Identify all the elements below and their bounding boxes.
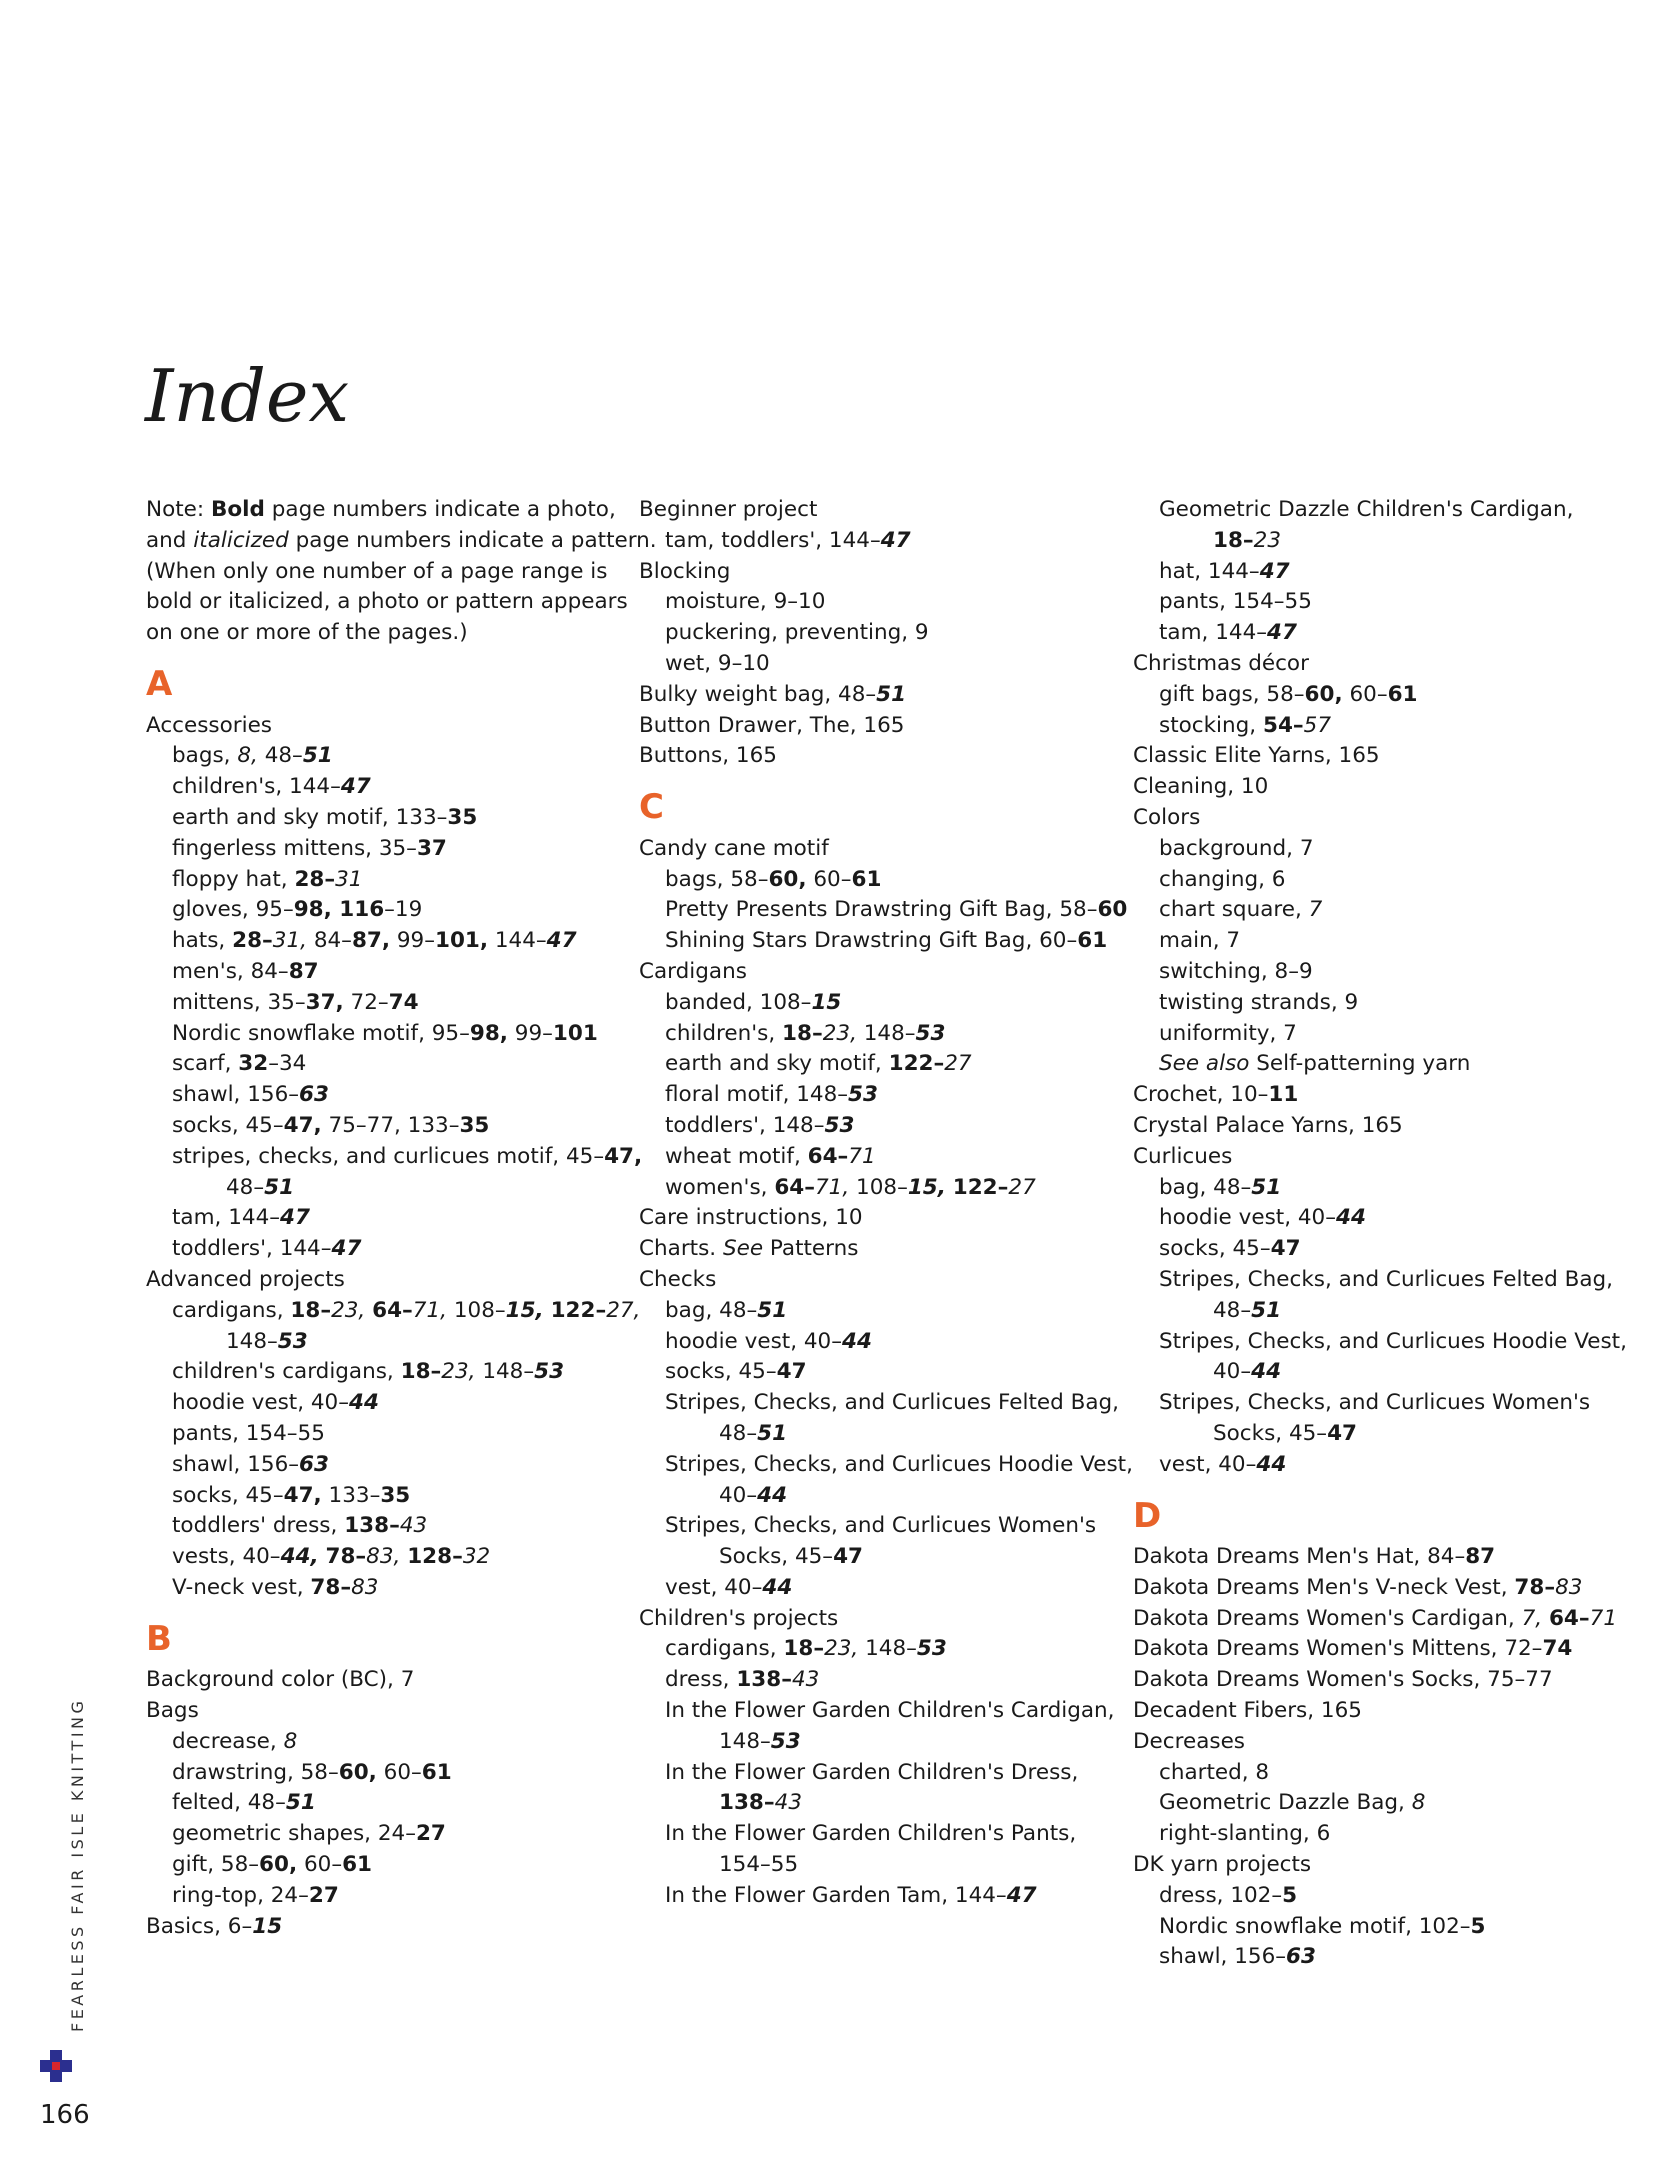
index-entry: Candy cane motif — [639, 835, 829, 861]
note-line: on one or more of the pages.) — [146, 620, 468, 646]
index-subentry: hoodie vest, 40–44 — [172, 1390, 379, 1416]
index-subentry: vests, 40–44, 78–83, 128–32 — [172, 1544, 491, 1570]
index-entry: Christmas décor — [1133, 650, 1309, 676]
index-subentry: toddlers' dress, 138–43 — [172, 1513, 428, 1539]
index-entry: Decadent Fibers, 165 — [1133, 1698, 1362, 1724]
index-subentry: gift bags, 58–60, 60–61 — [1159, 681, 1418, 707]
index-subentry: moisture, 9–10 — [665, 589, 826, 615]
index-subentry: earth and sky motif, 133–35 — [172, 804, 478, 830]
index-subentry: hats, 28–31, 84–87, 99–101, 144–47 — [172, 928, 577, 954]
index-subentry: Pretty Presents Drawstring Gift Bag, 58–60 — [665, 897, 1128, 923]
index-subentry: cardigans, 18–23, 64–71, 108–15, 122–27, — [172, 1297, 641, 1323]
index-entry: Bulky weight bag, 48–51 — [639, 681, 907, 707]
index-subentry: Stripes, Checks, and Curlicues Felted Bag, — [1159, 1266, 1613, 1292]
index-subentry: Geometric Dazzle Bag, 8 — [1159, 1790, 1426, 1816]
index-column-1 — [146, 495, 657, 1942]
index-column-2 — [639, 495, 1133, 1912]
cross-ornament-icon — [38, 2048, 74, 2084]
index-subentry: socks, 45–47, 133–35 — [172, 1482, 411, 1508]
index-subentry: hoodie vest, 40–44 — [665, 1328, 872, 1354]
index-subentry: bags, 8, 48–51 — [172, 743, 333, 769]
index-subentry: V-neck vest, 78–83 — [172, 1574, 379, 1600]
index-subentry: dress, 138–43 — [665, 1667, 820, 1693]
index-entry: Checks — [639, 1266, 717, 1292]
index-subentry: 148–53 — [226, 1328, 308, 1354]
page-title: Index — [145, 354, 350, 438]
index-subentry: shawl, 156–63 — [1159, 1944, 1316, 1970]
index-subentry: 48–51 — [719, 1420, 788, 1446]
index-entry: Accessories — [146, 712, 272, 738]
index-subentry: Nordic snowflake motif, 95–98, 99–101 — [172, 1020, 598, 1046]
index-entries — [146, 649, 643, 1942]
index-subentry: In the Flower Garden Children's Pants, — [665, 1821, 1077, 1847]
index-subentry: scarf, 32–34 — [172, 1051, 307, 1077]
index-subentry: 148–53 — [719, 1728, 801, 1754]
index-entry: Children's projects — [639, 1605, 839, 1631]
index-entry: Bags — [146, 1698, 199, 1724]
index-subentry: twisting strands, 9 — [1159, 989, 1359, 1015]
index-subentry: tam, 144–47 — [1159, 620, 1297, 646]
index-subentry: 18–23 — [1213, 527, 1282, 553]
index-subentry: geometric shapes, 24–27 — [172, 1821, 446, 1847]
index-subentry: tam, toddlers', 144–47 — [665, 527, 911, 553]
index-subentry: floral motif, 148–53 — [665, 1082, 878, 1108]
index-subentry: mittens, 35–37, 72–74 — [172, 989, 419, 1015]
index-subentry: Stripes, Checks, and Curlicues Hoodie Vest, — [665, 1451, 1133, 1477]
index-subentry: charted, 8 — [1159, 1759, 1270, 1785]
note-line: Note: Bold page numbers indicate a photo, — [146, 497, 616, 522]
index-subentry: women's, 64–71, 108–15, 122–27 — [665, 1174, 1036, 1200]
index-subentry: wheat motif, 64–71 — [665, 1143, 876, 1169]
index-entry: Crystal Palace Yarns, 165 — [1133, 1112, 1403, 1138]
index-entry: Care instructions, 10 — [639, 1205, 863, 1231]
index-subentry: earth and sky motif, 122–27 — [665, 1051, 972, 1077]
index-subentry: Stripes, Checks, and Curlicues Hoodie Vest, — [1159, 1328, 1627, 1354]
index-subentry: ring-top, 24–27 — [172, 1882, 339, 1908]
index-subentry: children's, 144–47 — [172, 774, 371, 800]
index-subentry: background, 7 — [1159, 835, 1314, 861]
section-letter: C — [639, 787, 664, 828]
section-letter: B — [146, 1618, 172, 1659]
index-subentry: fingerless mittens, 35–37 — [172, 835, 447, 861]
index-subentry: bag, 48–51 — [665, 1297, 788, 1323]
index-subentry: children's cardigans, 18–23, 148–53 — [172, 1359, 565, 1385]
note-line: bold or italicized, a photo or pattern appears — [146, 589, 628, 615]
index-entry: Dakota Dreams Men's Hat, 84–87 — [1133, 1544, 1496, 1570]
index-subentry: Nordic snowflake motif, 102–5 — [1159, 1913, 1486, 1939]
index-subentry: 48–51 — [226, 1174, 295, 1200]
index-entry: Cleaning, 10 — [1133, 774, 1269, 800]
index-subentry: chart square, 7 — [1159, 897, 1323, 923]
index-entry: Crochet, 10–11 — [1133, 1082, 1299, 1108]
index-subentry: 138–43 — [719, 1790, 802, 1816]
index-entry: Dakota Dreams Men's V-neck Vest, 78–83 — [1133, 1574, 1583, 1600]
index-entry: Dakota Dreams Women's Cardigan, 7, 64–71 — [1133, 1605, 1617, 1631]
index-subentry: pants, 154–55 — [1159, 589, 1312, 615]
index-entry: Curlicues — [1133, 1143, 1233, 1169]
index-entry: Dakota Dreams Women's Mittens, 72–74 — [1133, 1636, 1573, 1662]
index-entry: Decreases — [1133, 1728, 1246, 1754]
index-entry: Dakota Dreams Women's Socks, 75–77 — [1133, 1667, 1553, 1693]
page-number: 166 — [40, 2100, 90, 2130]
index-subentry: Shining Stars Drawstring Gift Bag, 60–61 — [665, 928, 1108, 954]
index-subentry: Stripes, Checks, and Curlicues Women's — [1159, 1390, 1591, 1416]
index-subentry: 40–44 — [1213, 1359, 1282, 1385]
index-entry: Button Drawer, The, 165 — [639, 712, 905, 738]
index-entry: Buttons, 165 — [639, 743, 777, 769]
index-subentry: In the Flower Garden Children's Cardigan, — [665, 1698, 1115, 1724]
index-subentry: bags, 58–60, 60–61 — [665, 866, 882, 892]
index-subentry: hat, 144–47 — [1159, 558, 1290, 584]
index-subentry: socks, 45–47 — [1159, 1236, 1301, 1262]
note-line: (When only one number of a page range is — [146, 558, 608, 584]
index-subentry: stocking, 54–57 — [1159, 712, 1332, 738]
index-subentry: Socks, 45–47 — [1213, 1420, 1357, 1446]
index-subentry: drawstring, 58–60, 60–61 — [172, 1759, 452, 1785]
index-subentry: switching, 8–9 — [1159, 958, 1313, 984]
index-subentry: dress, 102–5 — [1159, 1882, 1298, 1908]
index-subentry: hoodie vest, 40–44 — [1159, 1205, 1366, 1231]
index-entry: Background color (BC), 7 — [146, 1667, 415, 1693]
index-subentry: wet, 9–10 — [665, 650, 770, 676]
index-subentry: pants, 154–55 — [172, 1420, 325, 1446]
index-subentry: Stripes, Checks, and Curlicues Women's — [665, 1513, 1097, 1539]
index-entry: Blocking — [639, 558, 731, 584]
index-subentry: stripes, checks, and curlicues motif, 45–47, — [172, 1143, 643, 1169]
index-entry: Cardigans — [639, 958, 747, 984]
index-entry: Colors — [1133, 804, 1201, 830]
index-subentry: 40–44 — [719, 1482, 788, 1508]
index-subentry: In the Flower Garden Tam, 144–47 — [665, 1882, 1037, 1908]
index-subentry: Stripes, Checks, and Curlicues Felted Bag, — [665, 1390, 1119, 1416]
index-subentry: gloves, 95–98, 116–19 — [172, 897, 423, 923]
running-head: FEARLESS FAIR ISLE KNITTING — [68, 1697, 87, 2032]
index-subentry: vest, 40–44 — [665, 1574, 793, 1600]
index-subentry: See also Self-patterning yarn — [1159, 1051, 1471, 1077]
index-subentry: bag, 48–51 — [1159, 1174, 1282, 1200]
index-subentry: children's, 18–23, 148–53 — [665, 1020, 946, 1046]
index-subentry: In the Flower Garden Children's Dress, — [665, 1759, 1079, 1785]
index-subentry: 48–51 — [1213, 1297, 1282, 1323]
index-subentry: right-slanting, 6 — [1159, 1821, 1331, 1847]
index-entry: Charts. See Patterns — [639, 1236, 859, 1262]
index-subentry: vest, 40–44 — [1159, 1451, 1287, 1477]
index-subentry: changing, 6 — [1159, 866, 1286, 892]
index-subentry: Geometric Dazzle Children's Cardigan, — [1159, 497, 1574, 522]
index-subentry: puckering, preventing, 9 — [665, 620, 929, 646]
index-note — [146, 495, 657, 649]
index-entry: DK yarn projects — [1133, 1852, 1312, 1878]
index-subentry: banded, 108–15 — [665, 989, 842, 1015]
index-subentry: Socks, 45–47 — [719, 1544, 863, 1570]
index-subentry: felted, 48–51 — [172, 1790, 316, 1816]
index-subentry: tam, 144–47 — [172, 1205, 310, 1231]
index-subentry: floppy hat, 28–31 — [172, 866, 363, 892]
note-line: and italicized page numbers indicate a pattern. — [146, 527, 657, 553]
section-letter: A — [146, 663, 173, 704]
index-subentry: cardigans, 18–23, 148–53 — [665, 1636, 947, 1662]
index-subentry: 154–55 — [719, 1852, 799, 1878]
index-entry: Advanced projects — [146, 1266, 345, 1292]
index-subentry: socks, 45–47 — [665, 1359, 807, 1385]
index-subentry: toddlers', 144–47 — [172, 1236, 362, 1262]
index-subentry: men's, 84–87 — [172, 958, 319, 984]
index-entry: Basics, 6–15 — [146, 1913, 283, 1939]
index-column-3 — [1133, 495, 1633, 1973]
index-entry: Classic Elite Yarns, 165 — [1133, 743, 1380, 769]
section-letter: D — [1133, 1495, 1162, 1536]
index-subentry: main, 7 — [1159, 928, 1241, 954]
index-subentry: gift, 58–60, 60–61 — [172, 1852, 372, 1878]
index-subentry: shawl, 156–63 — [172, 1082, 329, 1108]
index-entry: Beginner project — [639, 497, 818, 522]
index-subentry: decrease, 8 — [172, 1728, 298, 1754]
index-subentry: toddlers', 148–53 — [665, 1112, 855, 1138]
index-subentry: socks, 45–47, 75–77, 133–35 — [172, 1112, 490, 1138]
index-subentry: shawl, 156–63 — [172, 1451, 329, 1477]
index-subentry: uniformity, 7 — [1159, 1020, 1297, 1046]
